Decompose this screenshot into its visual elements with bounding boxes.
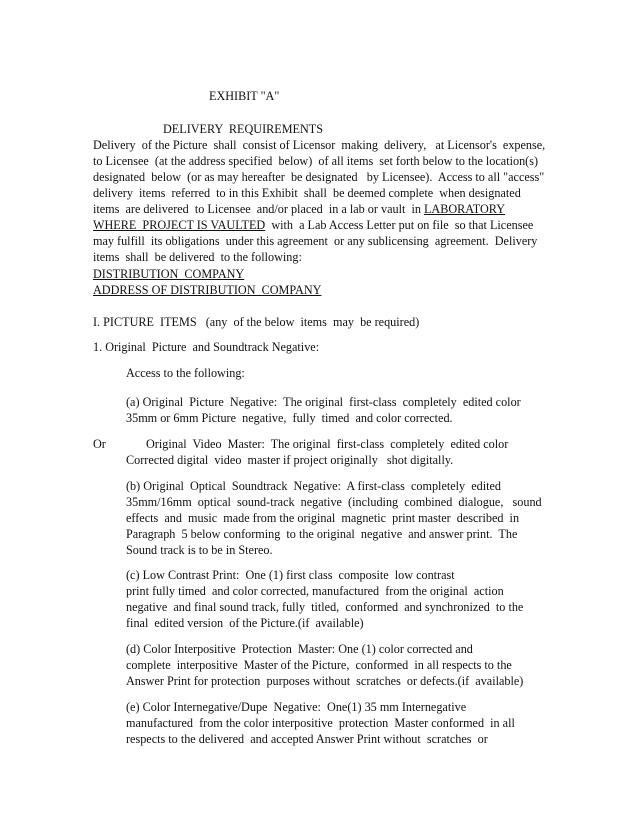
item-c-line: final edited version of the Picture.(if available) — [126, 616, 364, 630]
item-e-line: manufactured from the color interpositive protection Master conformed in all — [126, 716, 515, 730]
exhibit-title: EXHIBIT "A" — [209, 89, 280, 103]
item-b-line: Sound track is to be in Stereo. — [126, 543, 273, 557]
intro-line: Delivery of the Picture shall consist of Licensor making delivery, at Licensor's expense, — [93, 138, 546, 152]
access-line: Access to the following: — [126, 366, 245, 380]
picture-items-heading: I. PICTURE ITEMS (any of the below items may be required) — [93, 315, 420, 329]
item-e-line: (e) Color Internegative/Dupe Negative: One(1) 35 mm Internegative — [126, 700, 467, 714]
intro-line — [93, 201, 505, 217]
distribution-company: DISTRIBUTION COMPANY — [93, 267, 245, 281]
section-title: DELIVERY REQUIREMENTS — [163, 122, 324, 136]
item-e-line: respects to the delivered and accepted Answer Print without scratches or — [126, 732, 488, 746]
item-c-line: print fully timed and color corrected, manufactured from the original action — [126, 584, 504, 598]
item-c-line: (c) Low Contrast Print: One (1) first class composite low contrast — [126, 568, 455, 582]
item-a-line: (a) Original Picture Negative: The original first-class completely edited color — [126, 395, 521, 409]
distribution-address: ADDRESS OF DISTRIBUTION COMPANY — [93, 283, 322, 297]
item-b-line: Paragraph 5 below conforming to the original negative and answer print. The — [126, 527, 518, 541]
intro-text: items are delivered to Licensee and/or placed in a lab or vault in — [93, 202, 424, 216]
or-item-line: Original Video Master: The original first-class completely edited color — [146, 437, 509, 451]
intro-line: designated below (or as may hereafter be designated by Licensee). Access to all "access" — [93, 170, 545, 184]
item-d-line: complete interpositive Master of the Picture, conformed in all respects to the — [126, 658, 512, 672]
item-d-line: Answer Print for protection purposes without scratches or defects.(if available) — [126, 674, 524, 688]
intro-line: may fulfill its obligations under this agreement or any sublicensing agreement. Delivery — [93, 234, 538, 248]
item1-heading: 1. Original Picture and Soundtrack Negative: — [93, 340, 320, 354]
item-a-line: 35mm or 6mm Picture negative, fully timed and color corrected. — [126, 411, 453, 425]
intro-line: to Licensee (at the address specified below) of all items set forth below to the location(s) — [93, 154, 539, 168]
intro-line: items shall be delivered to the following: — [93, 250, 302, 264]
item-d-line: (d) Color Interpositive Protection Master: One (1) color corrected and — [126, 642, 473, 656]
intro-line: delivery items referred to in this Exhibit shall be deemed complete when designated — [93, 186, 521, 200]
laboratory-placeholder: LABORATORY — [423, 202, 506, 216]
item-b-line: 35mm/16mm optical sound-track negative (including combined dialogue, sound — [126, 495, 542, 509]
intro-line — [93, 217, 533, 233]
item-b-line: (b) Original Optical Soundtrack Negative: A first-class completely edited — [126, 479, 502, 493]
intro-text: with a Lab Access Letter put on file so that Licensee — [265, 218, 534, 232]
vault-location-placeholder: WHERE PROJECT IS VAULTED — [93, 218, 266, 232]
or-item-line: Corrected digital video master if project originally shot digitally. — [126, 453, 454, 467]
or-label: Or — [93, 437, 106, 451]
item-b-line: effects and music made from the original magnetic print master described in — [126, 511, 520, 525]
item-c-line: negative and final sound track, fully titled, conformed and synchronized to the — [126, 600, 524, 614]
